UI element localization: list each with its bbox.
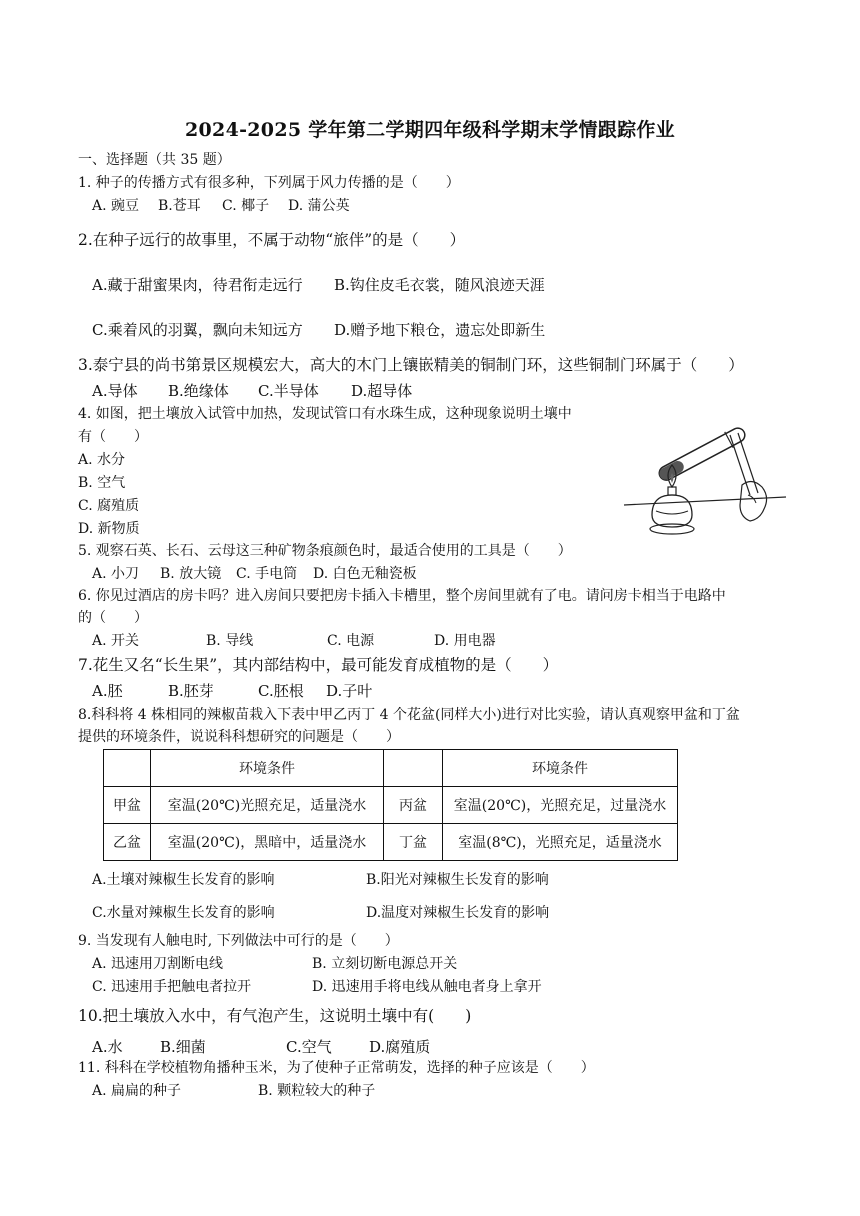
question-2-option-a: A.藏于甜蜜果肉，待君衔走远行	[92, 276, 303, 294]
condition-cell: 室温(8℃)，光照充足，适量浇水	[443, 824, 678, 861]
pot-label: 乙盆	[104, 824, 151, 861]
question-3-option-b: B.绝缘体	[168, 382, 229, 400]
condition-cell: 室温(20℃)，光照充足，过量浇水	[443, 787, 678, 824]
question-4-option-b: B. 空气	[78, 475, 126, 491]
pot-label: 甲盆	[104, 787, 151, 824]
question-7-option-b: B.胚芽	[168, 682, 214, 700]
question-10-option-c: C.空气	[286, 1038, 332, 1056]
question-11-stem: 11. 科科在学校植物角播种玉米，为了使种子正常萌发，选择的种子应该是（ ）	[78, 1060, 595, 1076]
question-7-option-a: A.胚	[92, 682, 123, 700]
page-title: 2024-2025 学年第二学期四年级科学期末学情跟踪作业	[185, 119, 675, 141]
question-4-option-d: D. 新物质	[78, 521, 140, 537]
question-1-option-b: B.苍耳	[158, 198, 201, 214]
table-cell	[104, 750, 151, 787]
question-5-option-c: C. 手电筒	[236, 566, 298, 582]
question-5-option-d: D. 白色无釉瓷板	[313, 566, 417, 582]
pot-label: 丁盆	[384, 824, 443, 861]
table-row	[104, 787, 678, 824]
question-1-option-a: A. 豌豆	[92, 198, 140, 214]
question-9-option-a: A. 迅速用刀割断电线	[92, 956, 224, 972]
question-10-stem: 10.把土壤放入水中，有气泡产生，这说明土壤中有( )	[78, 1007, 472, 1025]
question-2-option-b: B.钩住皮毛衣裳，随风浪迹天涯	[334, 276, 545, 294]
table-header-row	[104, 750, 678, 787]
question-8-stem-cont: 提供的环境条件，说说科科想研究的问题是（ ）	[78, 729, 400, 745]
question-11-option-a: A. 扁扁的种子	[92, 1083, 182, 1099]
question-8-option-d: D.温度对辣椒生长发育的影响	[366, 905, 550, 921]
question-10-option-b: B.细菌	[160, 1038, 206, 1056]
question-2-option-c: C.乘着风的羽翼，飘向未知远方	[92, 321, 303, 339]
question-7-option-c: C.胚根	[258, 682, 304, 700]
question-1-option-d: D. 蒲公英	[288, 198, 350, 214]
question-3-stem: 3.泰宁县的尚书第景区规模宏大，高大的木门上镶嵌精美的铜制门环，这些铜制门环属于（ ）	[78, 356, 744, 374]
condition-cell: 室温(20℃)，黑暗中，适量浇水	[151, 824, 384, 861]
table-row	[104, 824, 678, 861]
question-9-stem: 9. 当发现有人触电时, 下列做法中可行的是（ ）	[78, 933, 399, 949]
question-3-option-a: A.导体	[92, 382, 138, 400]
question-3-option-d: D.超导体	[351, 382, 413, 400]
question-6-option-b: B. 导线	[206, 633, 254, 649]
test-tube-heating-figure	[620, 425, 790, 545]
question-6-option-c: C. 电源	[327, 633, 375, 649]
question-8-option-b: B.阳光对辣椒生长发育的影响	[366, 872, 549, 888]
table-cell	[384, 750, 443, 787]
question-4-option-c: C. 腐殖质	[78, 498, 140, 514]
environment-table	[103, 749, 678, 861]
question-4-stem-cont: 有（ ）	[78, 429, 148, 445]
question-6-stem-cont: 的（ ）	[78, 610, 148, 626]
question-1-option-c: C. 椰子	[222, 198, 270, 214]
pot-label: 丙盆	[384, 787, 443, 824]
question-11-option-b: B. 颗粒较大的种子	[258, 1083, 376, 1099]
question-6-stem: 6. 你见过酒店的房卡吗？进入房间只要把房卡插入卡槽里，整个房间里就有了电。请问房卡相当于电路中	[78, 588, 726, 604]
question-10-option-d: D.腐殖质	[369, 1038, 431, 1056]
table-header-cell: 环境条件	[443, 750, 678, 787]
question-8-stem: 8.科科将 4 株相同的辣椒苗栽入下表中甲乙丙丁 4 个花盆(同样大小)进行对比实验，请认真观察甲盆和丁盆	[78, 707, 740, 723]
question-7-option-d: D.子叶	[326, 682, 373, 700]
question-9-option-b: B. 立刻切断电源总开关	[312, 956, 458, 972]
question-8-option-c: C.水量对辣椒生长发育的影响	[92, 905, 275, 921]
question-1-stem: 1. 种子的传播方式有很多种，下列属于风力传播的是（ ）	[78, 175, 460, 191]
question-5-option-b: B. 放大镜	[160, 566, 222, 582]
question-5-option-a: A. 小刀	[92, 566, 140, 582]
question-7-stem: 7.花生又名“长生果”，其内部结构中，最可能发育成植物的是（ ）	[78, 656, 559, 674]
question-6-option-d: D. 用电器	[434, 633, 496, 649]
question-4-stem: 4. 如图，把土壤放入试管中加热，发现试管口有水珠生成，这种现象说明土壤中	[78, 406, 572, 422]
question-10-option-a: A.水	[92, 1038, 123, 1056]
question-2-option-d: D.赠予地下粮仓，遗忘处即新生	[334, 321, 546, 339]
question-6-option-a: A. 开关	[92, 633, 140, 649]
question-9-option-d: D. 迅速用手将电线从触电者身上拿开	[312, 979, 542, 995]
condition-cell: 室温(20℃)光照充足，适量浇水	[151, 787, 384, 824]
question-3-option-c: C.半导体	[258, 382, 319, 400]
question-9-option-c: C. 迅速用手把触电者拉开	[92, 979, 252, 995]
question-8-option-a: A.土壤对辣椒生长发育的影响	[92, 872, 275, 888]
question-5-stem: 5. 观察石英、长石、云母这三种矿物条痕颜色时，最适合使用的工具是（ ）	[78, 543, 572, 559]
question-4-option-a: A. 水分	[78, 452, 126, 468]
section-heading: 一、选择题（共 35 题）	[78, 152, 231, 168]
question-2-stem: 2.在种子远行的故事里，不属于动物“旅伴”的是（ ）	[78, 231, 466, 249]
table-header-cell: 环境条件	[151, 750, 384, 787]
